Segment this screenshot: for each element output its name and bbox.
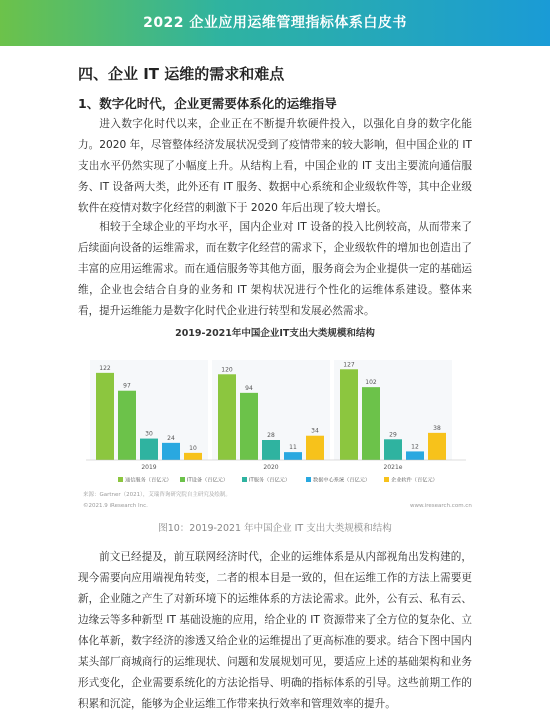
category-label: 2020 [263, 464, 279, 471]
chart-footer-right: www.iresearch.com.cn [410, 503, 472, 509]
paragraph-3-text: 前文已经提及，前互联网经济时代，企业的运维体系是从内部视角出发构建的，现今需要向应用端视角转变，二者的根本目是一致的，但在运维工作的方法上需要更新，企业随之产生了对新环境下的运维体系的方法论需求。此外，公有云、私有云、边缘云等多种新型 IT 基础设施的应用，给企业的 IT 资源带来了全方位的复杂化、立体化革新，数字经济的渗透又给企业的运维提出了更高标准的要求。结合下图中国内某头部厂商城商行的运维现状、问题和发展规划可见，要适应上述的基础架构和业务形式变化，企业需要系统化的方法论指导、明确的指标体系的引导。这些前期工作的积累和沉淀，能够为企业运维工作带来执行效率和管理效率的提升。 [78, 551, 472, 710]
paragraph-1 [78, 114, 472, 219]
paragraph-3 [78, 547, 472, 715]
legend-swatch [384, 477, 389, 482]
legend-swatch [180, 477, 185, 482]
bar [406, 451, 424, 460]
data-label: 29 [389, 431, 397, 439]
data-label: 30 [145, 430, 153, 438]
figure-caption: 图10：2019-2021 年中国企业 IT 支出大类规模和结构 [158, 523, 392, 534]
data-label: 12 [411, 443, 419, 451]
data-label: 34 [311, 427, 319, 435]
bar [184, 453, 202, 460]
data-label: 122 [99, 364, 111, 372]
bar [306, 436, 324, 460]
bar [340, 369, 358, 460]
bar [284, 452, 302, 460]
chart-source: 来源：Gartner（2021），艾瑞咨询研究院自主研究及绘制。 [83, 492, 231, 498]
legend-label: 通信服务（百亿元） [125, 477, 172, 484]
bar [218, 374, 236, 460]
legend-label: 企业软件（百亿元） [391, 477, 438, 484]
data-label: 24 [167, 434, 175, 442]
document-title: 2022 企业应用运维管理指标体系白皮书 [143, 15, 407, 31]
bar [140, 439, 158, 460]
paragraph-2 [78, 217, 472, 322]
bars-layer [86, 360, 466, 460]
legend-swatch [242, 477, 247, 482]
data-label: 10 [189, 444, 197, 452]
section-heading: 四、企业 IT 运维的需求和难点 [78, 65, 285, 83]
data-label: 102 [365, 379, 377, 387]
bar [162, 443, 180, 460]
bar [118, 391, 136, 460]
legend-layer [118, 476, 438, 484]
bar-chart [78, 340, 472, 510]
chart-title: 2019-2021年中国企业IT支出大类规模和结构 [175, 328, 375, 339]
data-label: 38 [433, 424, 441, 432]
data-label: 28 [267, 432, 275, 439]
data-label: 11 [289, 444, 297, 452]
bar [362, 387, 380, 460]
section-subheading: 1、数字化时代，企业更需要体系化的运维指导 [78, 96, 337, 111]
bar [262, 440, 280, 460]
bar [384, 439, 402, 460]
category-label: 2019 [141, 464, 157, 471]
legend-swatch [118, 477, 123, 482]
header-banner [0, 0, 550, 46]
category-label: 2021e [383, 464, 403, 471]
data-label: 127 [343, 361, 355, 369]
chart-footer-left: ©2021.9 iResearch Inc. [83, 503, 148, 509]
legend-label: 数据中心系统（百亿元） [313, 477, 371, 484]
bar [96, 373, 114, 460]
bar [428, 433, 446, 460]
bar [240, 393, 258, 460]
data-label: 94 [245, 384, 253, 392]
legend-label: IT设备（百亿元） [187, 477, 229, 484]
legend-swatch [306, 477, 311, 482]
paragraph-2-text: 相较于全球企业的平均水平，国内企业对 IT 设备的投入比例较高，从而带来了后续面向设备的运维需求，而在数字化经营的需求下，企业级软件的增加也创造出了丰富的应用运维需求。而在通信服务等其他方面，服务商会为企业提供一定的基础运维，企业也会结合自身的业务和 IT 架构状况进行个性化的运维体系建设。整体来看，提升运维能力是数字化时代企业进行转型和发展必然需求。 [78, 221, 472, 317]
data-label: 97 [123, 382, 131, 390]
legend-label: IT服务（百亿元） [249, 477, 291, 484]
data-label: 120 [221, 366, 233, 374]
paragraph-1-text: 进入数字化时代以来，企业正在不断提升软硬件投入，以强化自身的数字化能力。2020 年，尽管整体经济发展状况受到了疫情带来的较大影响，但中国企业的 IT 支出水平仍然实现了小幅度上升。从结构上看，中国企业的 IT 支出主要流向通信服务、IT 设备两大类，此外还有 IT 服务、数据中心系统和企业级软件等，其中企业级软件在疫情对数字化经营的刺激下于 2020 年后出现了较大增长。 [78, 118, 472, 214]
